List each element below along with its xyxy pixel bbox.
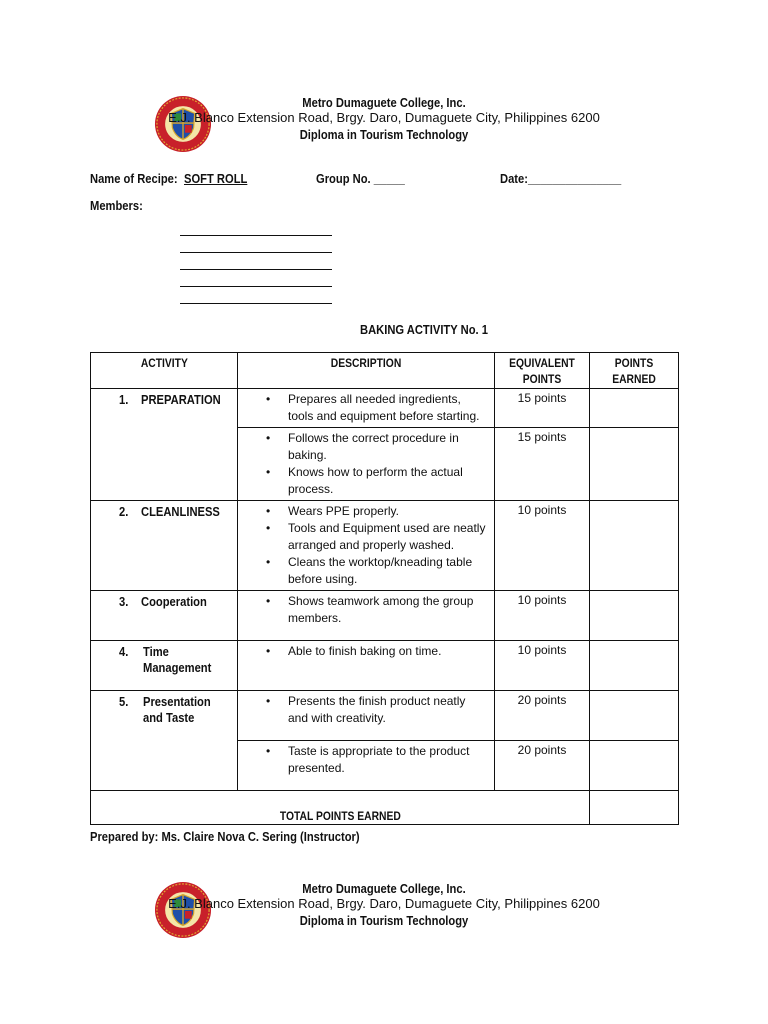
description-item: • Cleans the worktop/kneading table before using. [288,554,488,588]
header-points-earned: POINTS EARNED [590,353,679,389]
date-field[interactable]: Date:_______________ [500,171,622,186]
description-cell [238,501,495,591]
member-line[interactable] [180,235,332,236]
member-line[interactable] [180,252,332,253]
program-name: Diploma in Tourism Technology [299,127,469,142]
college-name: Metro Dumaguete College, Inc. [302,95,466,110]
total-label-cell [91,791,590,825]
activity-cell: 1. PREPARATION [91,389,238,501]
description-item: • Tools and Equipment used are neatly arranged and properly washed. [288,520,488,554]
points-earned-cell[interactable] [590,741,679,791]
total-points-earned-cell[interactable] [590,791,679,825]
description-cell [238,741,495,791]
prepared-by-wrap [90,828,404,846]
recipe-label: Name of Recipe: [90,171,178,186]
table-header-row [91,353,679,389]
college-header-repeat [0,881,768,951]
activity-cell: 4. Time Management [91,641,238,691]
equivalent-points: 20 points [495,741,590,791]
member-line[interactable] [180,286,332,287]
equivalent-points: 10 points [495,591,590,641]
points-earned-cell[interactable] [590,641,679,691]
table-row [91,691,679,741]
description-item: • Knows how to perform the actual process. [288,464,488,498]
group-field-wrap [316,170,419,188]
equivalent-points: 20 points [495,691,590,741]
description-item: • Able to finish baking on time. [288,643,488,660]
points-earned-cell[interactable] [590,591,679,641]
equivalent-points: 15 points [495,389,590,428]
activity-cell: 5. Presentation and Taste [91,691,238,791]
college-address: E.J. Blanco Extension Road, Brgy. Daro, Dumaguete City, Philippines 6200 [168,110,600,125]
table-row [91,389,679,428]
prepared-by: Prepared by: Ms. Claire Nova C. Sering (Instructor) [90,829,360,844]
table-row [91,591,679,641]
activity-cell: 3. Cooperation [91,591,238,641]
description-item: • Follows the correct procedure in baking. [288,430,488,464]
activity-cell: 2. CLEANLINESS [91,501,238,591]
members-label: Members: [90,198,143,213]
table-row [91,641,679,691]
total-row [91,791,679,825]
date-field-wrap [500,170,641,188]
header-equivalent-points: EQUIVALENT POINTS [495,353,590,389]
description-cell [238,691,495,741]
member-line[interactable] [180,303,332,304]
equivalent-points: 15 points [495,428,590,501]
description-cell [238,428,495,501]
description-item: • Wears PPE properly. [288,503,488,520]
header-description: DESCRIPTION [238,353,495,389]
header-activity: ACTIVITY [91,353,238,389]
equivalent-points: 10 points [495,641,590,691]
description-item: • Shows teamwork among the group members. [288,593,488,627]
recipe-value-wrap [184,170,258,188]
table-row [91,501,679,591]
equivalent-points: 10 points [495,501,590,591]
total-label: TOTAL POINTS EARNED [279,809,401,823]
description-cell [238,591,495,641]
activity-title: BAKING ACTIVITY No. 1 [360,322,488,337]
description-item: • Taste is appropriate to the product presented. [288,743,488,777]
college-header [0,95,768,165]
group-field[interactable]: Group No. _____ [316,171,405,186]
description-cell [238,641,495,691]
member-line[interactable] [180,269,332,270]
points-earned-cell[interactable] [590,428,679,501]
description-cell [238,389,495,428]
description-item: • Presents the finish product neatly and with creativity. [288,693,488,727]
rubric-table [90,352,679,825]
recipe-value: SOFT ROLL [184,171,248,186]
description-item: • Prepares all needed ingredients, tools and equipment before starting. [288,391,488,425]
college-name: Metro Dumaguete College, Inc. [302,881,466,896]
points-earned-cell[interactable] [590,691,679,741]
recipe-label-wrap [90,170,192,188]
activity-title-wrap [360,321,509,339]
program-name: Diploma in Tourism Technology [299,913,469,928]
members-label-wrap [90,197,151,215]
college-address: E.J. Blanco Extension Road, Brgy. Daro, Dumaguete City, Philippines 6200 [168,896,600,911]
points-earned-cell[interactable] [590,501,679,591]
points-earned-cell[interactable] [590,389,679,428]
